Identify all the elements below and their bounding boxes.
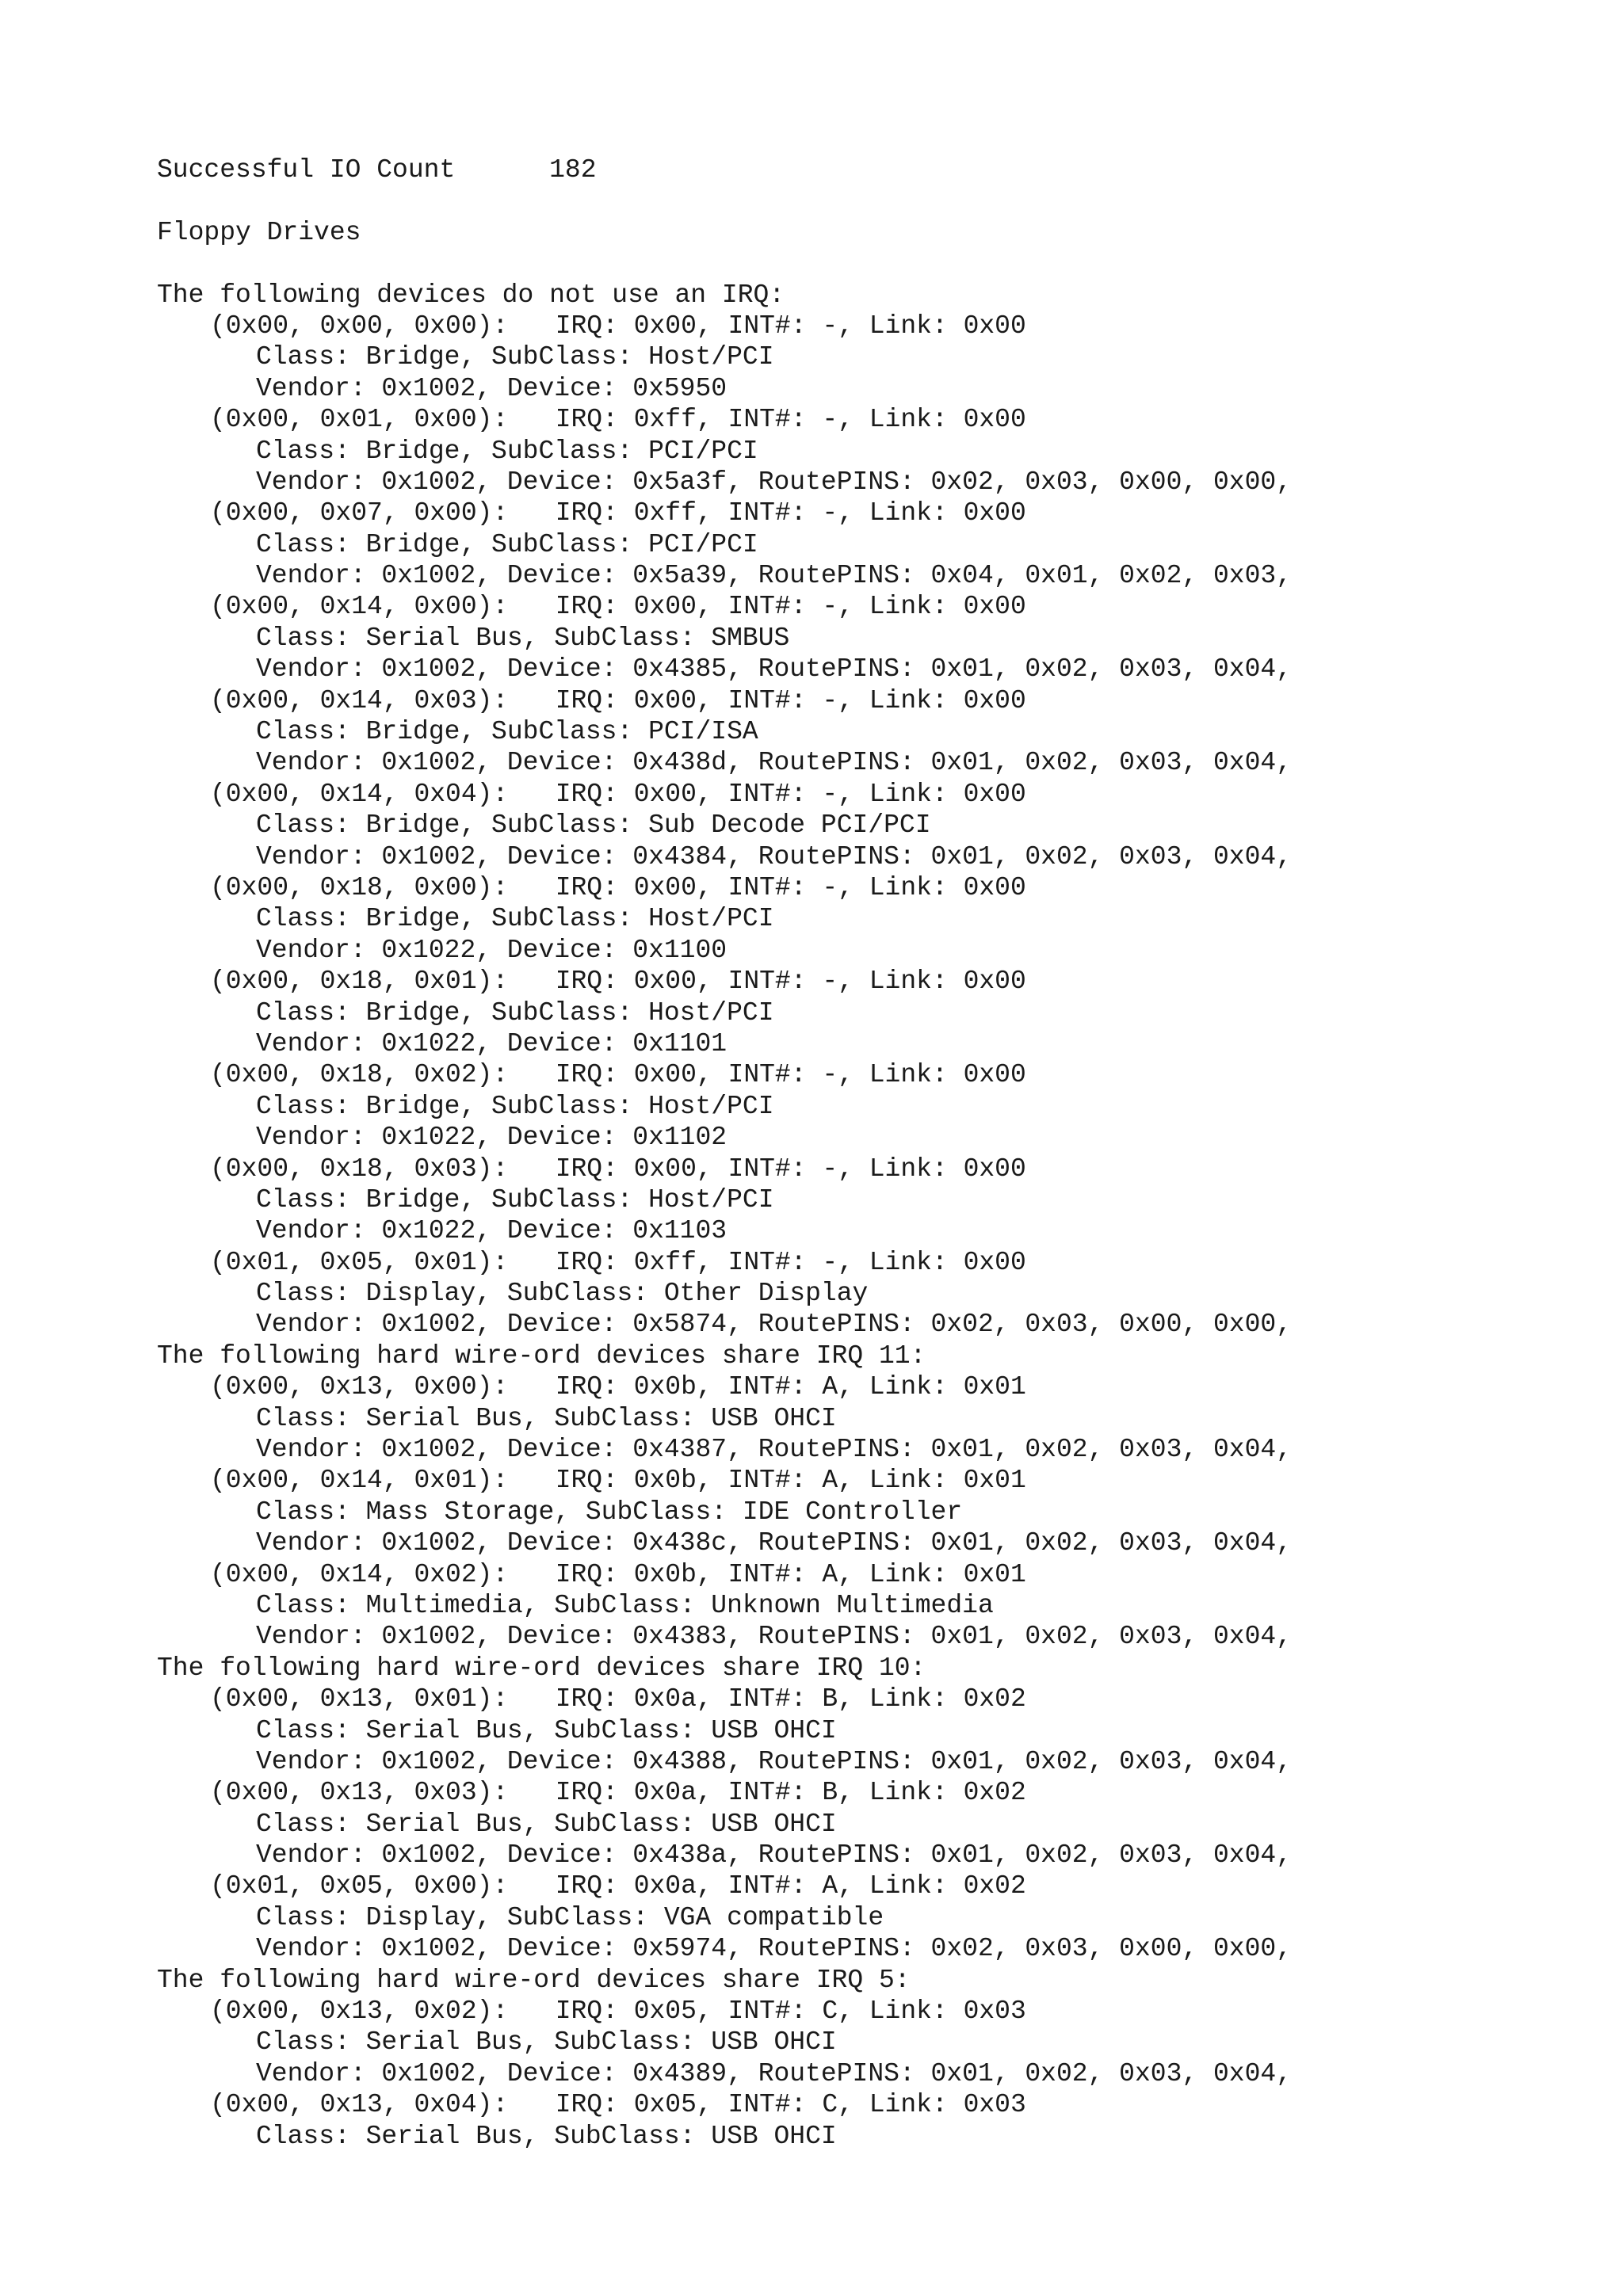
device-irq-info: IRQ: 0x00, INT#: -, Link: 0x00 (555, 1154, 1026, 1184)
device-address: (0x00, 0x14, 0x04): (210, 779, 509, 809)
device-vendor: Vendor: 0x1002, Device: 0x5974, RoutePINS: 0x02, 0x03, 0x00, 0x00, (256, 1934, 1293, 1964)
device-vendor: Vendor: 0x1002, Device: 0x5a39, RoutePINS: 0x04, 0x01, 0x02, 0x03, (256, 561, 1293, 591)
device-class: Class: Bridge, SubClass: Sub Decode PCI/PCI (256, 810, 931, 841)
irq-group-title: The following hard wire-ord devices share IRQ 5: (157, 1965, 911, 1995)
device-address-line (157, 1777, 1583, 1808)
device-class: Class: Multimedia, SubClass: Unknown Multimedia (256, 1590, 994, 1620)
device-address-line (157, 591, 1583, 622)
device-irq-info: IRQ: 0x0b, INT#: A, Link: 0x01 (555, 1466, 1026, 1496)
device-class: Class: Bridge, SubClass: Host/PCI (256, 904, 774, 934)
device-irq-info: IRQ: 0xff, INT#: -, Link: 0x00 (555, 498, 1026, 528)
device-irq-info: IRQ: 0xff, INT#: -, Link: 0x00 (555, 405, 1026, 435)
irq-group (157, 1341, 1583, 1653)
device-class: Class: Serial Bus, SubClass: USB OHCI (256, 2121, 837, 2151)
device-class: Class: Serial Bus, SubClass: USB OHCI (256, 1809, 837, 1839)
device-vendor: Vendor: 0x1002, Device: 0x438a, RoutePINS: 0x01, 0x02, 0x03, 0x04, (256, 1840, 1293, 1871)
device-vendor: Vendor: 0x1002, Device: 0x438d, RoutePINS: 0x01, 0x02, 0x03, 0x04, (256, 748, 1293, 778)
device-irq-info: IRQ: 0x00, INT#: -, Link: 0x00 (555, 872, 1026, 902)
device-entry (157, 404, 1583, 498)
device-vendor: Vendor: 0x1002, Device: 0x5950 (256, 373, 727, 403)
device-class: Class: Display, SubClass: VGA compatible (256, 1902, 884, 1932)
device-class: Class: Serial Bus, SubClass: SMBUS (256, 623, 790, 653)
device-address: (0x00, 0x14, 0x00): (210, 592, 509, 622)
device-address-line (157, 1371, 1583, 1402)
report-page (157, 154, 1583, 2152)
device-entry (157, 1465, 1583, 1558)
device-entry (157, 1684, 1583, 1777)
device-irq-info: IRQ: 0x0a, INT#: A, Link: 0x02 (555, 1871, 1026, 1901)
device-class: Class: Display, SubClass: Other Display (256, 1279, 869, 1309)
device-address-line (157, 1154, 1583, 1184)
io-count-line (157, 154, 1583, 185)
device-irq-info: IRQ: 0x00, INT#: -, Link: 0x00 (555, 779, 1026, 809)
io-count-value: 182 (549, 155, 597, 185)
device-class: Class: Serial Bus, SubClass: USB OHCI (256, 1403, 837, 1433)
device-address: (0x00, 0x13, 0x04): (210, 2090, 509, 2120)
device-address-line (157, 2089, 1583, 2120)
device-entry (157, 1059, 1583, 1153)
io-count-label: Successful IO Count (157, 155, 456, 185)
device-address-line (157, 498, 1583, 528)
device-address-line (157, 966, 1583, 997)
device-address: (0x00, 0x14, 0x01): (210, 1466, 509, 1496)
device-entry (157, 779, 1583, 872)
device-entry (157, 591, 1583, 685)
device-irq-info: IRQ: 0x0b, INT#: A, Link: 0x01 (555, 1559, 1026, 1589)
device-vendor: Vendor: 0x1002, Device: 0x4389, RoutePINS: 0x01, 0x02, 0x03, 0x04, (256, 2058, 1293, 2088)
device-address: (0x00, 0x00, 0x00): (210, 311, 509, 341)
device-irq-info: IRQ: 0x00, INT#: -, Link: 0x00 (555, 685, 1026, 715)
device-address: (0x00, 0x13, 0x00): (210, 1372, 509, 1402)
irq-group-title: The following hard wire-ord devices share IRQ 10: (157, 1653, 926, 1683)
device-address: (0x00, 0x14, 0x03): (210, 685, 509, 715)
device-class: Class: Bridge, SubClass: Host/PCI (256, 997, 774, 1028)
irq-groups (157, 280, 1583, 2152)
device-vendor: Vendor: 0x1002, Device: 0x4387, RoutePINS: 0x01, 0x02, 0x03, 0x04, (256, 1435, 1293, 1465)
device-irq-info: IRQ: 0x05, INT#: C, Link: 0x03 (555, 1997, 1026, 2027)
device-address-line (157, 685, 1583, 716)
device-entry (157, 1871, 1583, 1964)
device-class: Class: Bridge, SubClass: Host/PCI (256, 1091, 774, 1121)
section-title: Floppy Drives (157, 217, 361, 247)
device-address-line (157, 779, 1583, 810)
device-class: Class: Bridge, SubClass: Host/PCI (256, 1184, 774, 1215)
device-irq-info: IRQ: 0x0a, INT#: B, Link: 0x02 (555, 1778, 1026, 1808)
device-vendor: Vendor: 0x1022, Device: 0x1100 (256, 935, 727, 965)
device-entry (157, 966, 1583, 1059)
irq-group (157, 1965, 1583, 2152)
device-class: Class: Serial Bus, SubClass: USB OHCI (256, 1715, 837, 1745)
device-irq-info: IRQ: 0x0b, INT#: A, Link: 0x01 (555, 1372, 1026, 1402)
spacer (157, 185, 1583, 216)
device-entry (157, 311, 1583, 404)
device-address: (0x01, 0x05, 0x01): (210, 1247, 509, 1277)
irq-group-title: The following hard wire-ord devices share IRQ 11: (157, 1341, 926, 1371)
device-entry (157, 1247, 1583, 1341)
device-address: (0x00, 0x18, 0x01): (210, 967, 509, 997)
device-address: (0x01, 0x05, 0x00): (210, 1871, 509, 1901)
irq-group-title: The following devices do not use an IRQ: (157, 280, 785, 310)
device-address: (0x00, 0x18, 0x03): (210, 1154, 509, 1184)
device-entry (157, 685, 1583, 779)
device-vendor: Vendor: 0x1002, Device: 0x4385, RoutePINS: 0x01, 0x02, 0x03, 0x04, (256, 654, 1293, 685)
device-class: Class: Bridge, SubClass: PCI/PCI (256, 529, 758, 559)
device-entry (157, 1559, 1583, 1653)
device-irq-info: IRQ: 0x00, INT#: -, Link: 0x00 (555, 592, 1026, 622)
device-address-line (157, 1684, 1583, 1714)
device-vendor: Vendor: 0x1022, Device: 0x1102 (256, 1123, 727, 1153)
device-irq-info: IRQ: 0xff, INT#: -, Link: 0x00 (555, 1247, 1026, 1277)
device-address-line (157, 1465, 1583, 1496)
device-irq-info: IRQ: 0x00, INT#: -, Link: 0x00 (555, 311, 1026, 341)
device-irq-info: IRQ: 0x05, INT#: C, Link: 0x03 (555, 2090, 1026, 2120)
device-vendor: Vendor: 0x1002, Device: 0x438c, RoutePINS: 0x01, 0x02, 0x03, 0x04, (256, 1528, 1293, 1558)
device-vendor: Vendor: 0x1002, Device: 0x5a3f, RoutePINS: 0x02, 0x03, 0x00, 0x00, (256, 467, 1293, 497)
device-entry (157, 1996, 1583, 2089)
device-vendor: Vendor: 0x1002, Device: 0x4383, RoutePINS: 0x01, 0x02, 0x03, 0x04, (256, 1622, 1293, 1652)
device-vendor: Vendor: 0x1022, Device: 0x1103 (256, 1216, 727, 1246)
device-address: (0x00, 0x18, 0x00): (210, 872, 509, 902)
device-address: (0x00, 0x07, 0x00): (210, 498, 509, 528)
device-vendor: Vendor: 0x1002, Device: 0x5874, RoutePINS: 0x02, 0x03, 0x00, 0x00, (256, 1310, 1293, 1340)
device-class: Class: Bridge, SubClass: PCI/ISA (256, 717, 758, 747)
device-address: (0x00, 0x13, 0x03): (210, 1778, 509, 1808)
device-address-line (157, 1559, 1583, 1590)
device-address-line (157, 404, 1583, 435)
device-irq-info: IRQ: 0x0a, INT#: B, Link: 0x02 (555, 1684, 1026, 1714)
device-class: Class: Serial Bus, SubClass: USB OHCI (256, 2027, 837, 2058)
device-address-line (157, 1247, 1583, 1278)
device-address-line (157, 1996, 1583, 2027)
device-entry (157, 2089, 1583, 2152)
device-class: Class: Bridge, SubClass: Host/PCI (256, 342, 774, 372)
device-entry (157, 1777, 1583, 1871)
device-address: (0x00, 0x14, 0x02): (210, 1559, 509, 1589)
device-address-line (157, 311, 1583, 341)
device-address: (0x00, 0x01, 0x00): (210, 405, 509, 435)
device-irq-info: IRQ: 0x00, INT#: -, Link: 0x00 (555, 967, 1026, 997)
device-class: Class: Mass Storage, SubClass: IDE Controller (256, 1497, 963, 1527)
device-vendor: Vendor: 0x1002, Device: 0x4384, RoutePINS: 0x01, 0x02, 0x03, 0x04, (256, 841, 1293, 871)
device-address: (0x00, 0x13, 0x01): (210, 1684, 509, 1714)
irq-group (157, 280, 1583, 1341)
irq-group (157, 1653, 1583, 1965)
device-address-line (157, 872, 1583, 903)
device-entry (157, 498, 1583, 591)
device-vendor: Vendor: 0x1002, Device: 0x4388, RoutePINS: 0x01, 0x02, 0x03, 0x04, (256, 1746, 1293, 1776)
device-class: Class: Bridge, SubClass: PCI/PCI (256, 436, 758, 466)
spacer (157, 248, 1583, 279)
device-entry (157, 1371, 1583, 1465)
device-entry (157, 1154, 1583, 1247)
device-entry (157, 872, 1583, 966)
device-address: (0x00, 0x18, 0x02): (210, 1060, 509, 1090)
device-irq-info: IRQ: 0x00, INT#: -, Link: 0x00 (555, 1060, 1026, 1090)
device-address-line (157, 1871, 1583, 1901)
device-address-line (157, 1059, 1583, 1090)
device-vendor: Vendor: 0x1022, Device: 0x1101 (256, 1028, 727, 1058)
device-address: (0x00, 0x13, 0x02): (210, 1997, 509, 2027)
